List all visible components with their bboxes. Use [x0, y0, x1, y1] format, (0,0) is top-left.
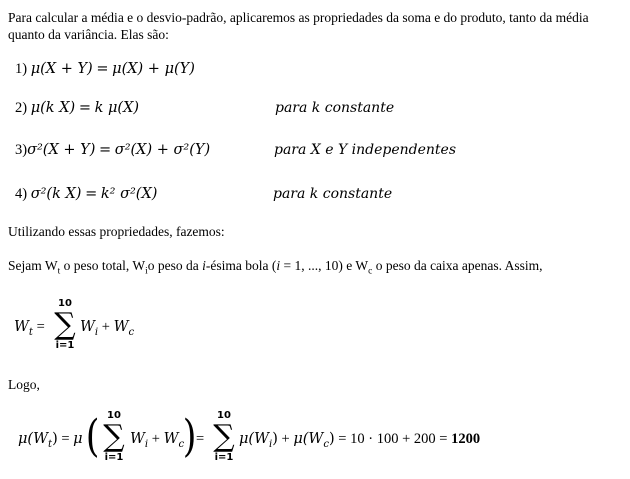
property-number: 3)	[15, 142, 28, 158]
definition-text	[8, 257, 543, 281]
property-2-condition: para k constante	[275, 100, 395, 116]
eq-var: W	[163, 431, 179, 447]
eq-result: 1200	[451, 431, 481, 447]
property-number: 4)	[15, 186, 28, 202]
property-number: 1)	[15, 61, 28, 77]
eq-term: μ(W	[18, 431, 48, 447]
def-sub: i	[145, 266, 148, 277]
def-part: -ésima bola (	[205, 258, 277, 273]
property-lhs: μ(k X)	[30, 100, 76, 116]
eq-sub: c	[128, 326, 135, 338]
property-1	[15, 61, 195, 78]
intro-line-1: Para calcular a média e o desvio-padrão, aplicaremos as propriedades da soma e do produto, tanto da média	[8, 10, 589, 25]
def-part: o peso da	[147, 258, 203, 273]
eq-var: W	[130, 431, 145, 447]
sum-symbol: ∑	[103, 419, 125, 454]
eq-paren: )	[52, 431, 58, 447]
property-rhs: k² σ²(X)	[100, 186, 158, 202]
equation-2-rhs	[239, 431, 480, 450]
eq-plus: +	[151, 431, 160, 447]
intro-line-2: quanto da variância. Elas são:	[8, 27, 169, 42]
sum-lower: i=1	[104, 452, 124, 463]
eq-mu: μ	[73, 431, 83, 447]
eq-paren: )	[329, 431, 335, 447]
property-3-condition: para X e Y independentes	[274, 142, 457, 158]
def-sub: t	[57, 266, 61, 277]
eq-sub: i	[94, 326, 99, 338]
equation-2-equals-2: =	[196, 431, 205, 447]
property-equals: =	[99, 142, 112, 158]
property-equals: =	[96, 61, 109, 77]
eq-plus: +	[281, 431, 290, 447]
property-2	[15, 100, 139, 117]
eq-equals: =	[338, 431, 347, 447]
using-text: Utilizando essas propriedades, fazemos:	[8, 224, 225, 239]
def-part: o peso total, W	[60, 258, 146, 273]
def-italic: i	[202, 258, 206, 273]
property-rhs: σ²(X) + σ²(Y)	[114, 142, 211, 158]
eq-sub: i	[144, 438, 149, 450]
property-equals: =	[78, 100, 91, 116]
eq-var: W	[14, 319, 29, 335]
sum-symbol: ∑	[54, 307, 76, 342]
property-4	[15, 186, 157, 203]
eq-term: μ(W	[293, 431, 324, 447]
equation-1-rhs	[80, 319, 134, 338]
property-rhs: k μ(X)	[94, 100, 140, 116]
sum-upper: 10	[107, 410, 121, 421]
sum-upper: 10	[217, 410, 231, 421]
equation-2-inner	[130, 431, 184, 450]
property-3	[15, 142, 210, 159]
eq-sub: i	[268, 438, 273, 450]
eq-sub: t	[47, 438, 53, 450]
equation-2-lhs	[18, 431, 83, 450]
eq-sub: c	[178, 438, 185, 450]
eq-plus: +	[101, 319, 110, 335]
eq-term: μ(W	[239, 431, 269, 447]
eq-sub: t	[28, 326, 33, 338]
logo-text: Logo,	[8, 377, 40, 392]
eq-equals: =	[61, 431, 70, 447]
property-lhs: σ²(X + Y)	[27, 142, 96, 158]
def-italic: i	[276, 258, 281, 273]
eq-paren: )	[272, 431, 278, 447]
property-4-condition: para k constante	[273, 186, 393, 202]
property-equals: =	[85, 186, 98, 202]
equation-2-summation-2	[211, 410, 237, 464]
eq-var: W	[80, 319, 95, 335]
def-sub: c	[368, 266, 373, 277]
left-paren: (	[85, 411, 100, 462]
def-part: Sejam W	[8, 258, 58, 273]
property-lhs: μ(X + Y)	[30, 61, 93, 77]
equation-1-lhs	[14, 319, 45, 338]
sum-upper: 10	[58, 298, 72, 309]
eq-sub: c	[323, 438, 329, 450]
eq-calculation: 10 · 100 + 200	[350, 431, 436, 447]
property-number: 2)	[15, 100, 28, 116]
sum-lower: i=1	[55, 340, 75, 351]
sum-symbol: ∑	[213, 419, 235, 454]
eq-equals: =	[439, 431, 448, 447]
equation-2-summation-1	[101, 410, 127, 464]
equation-1-summation	[52, 298, 78, 352]
eq-var: W	[113, 319, 129, 335]
property-rhs: μ(X) + μ(Y)	[112, 61, 195, 77]
right-paren: )	[182, 411, 197, 462]
sum-lower: i=1	[214, 452, 234, 463]
property-lhs: σ²(k X)	[30, 186, 82, 202]
def-part: = 1, ..., 10) e W	[280, 258, 369, 273]
def-part: o peso da caixa apenas. Assim,	[372, 258, 543, 273]
eq-equals: =	[36, 319, 45, 335]
